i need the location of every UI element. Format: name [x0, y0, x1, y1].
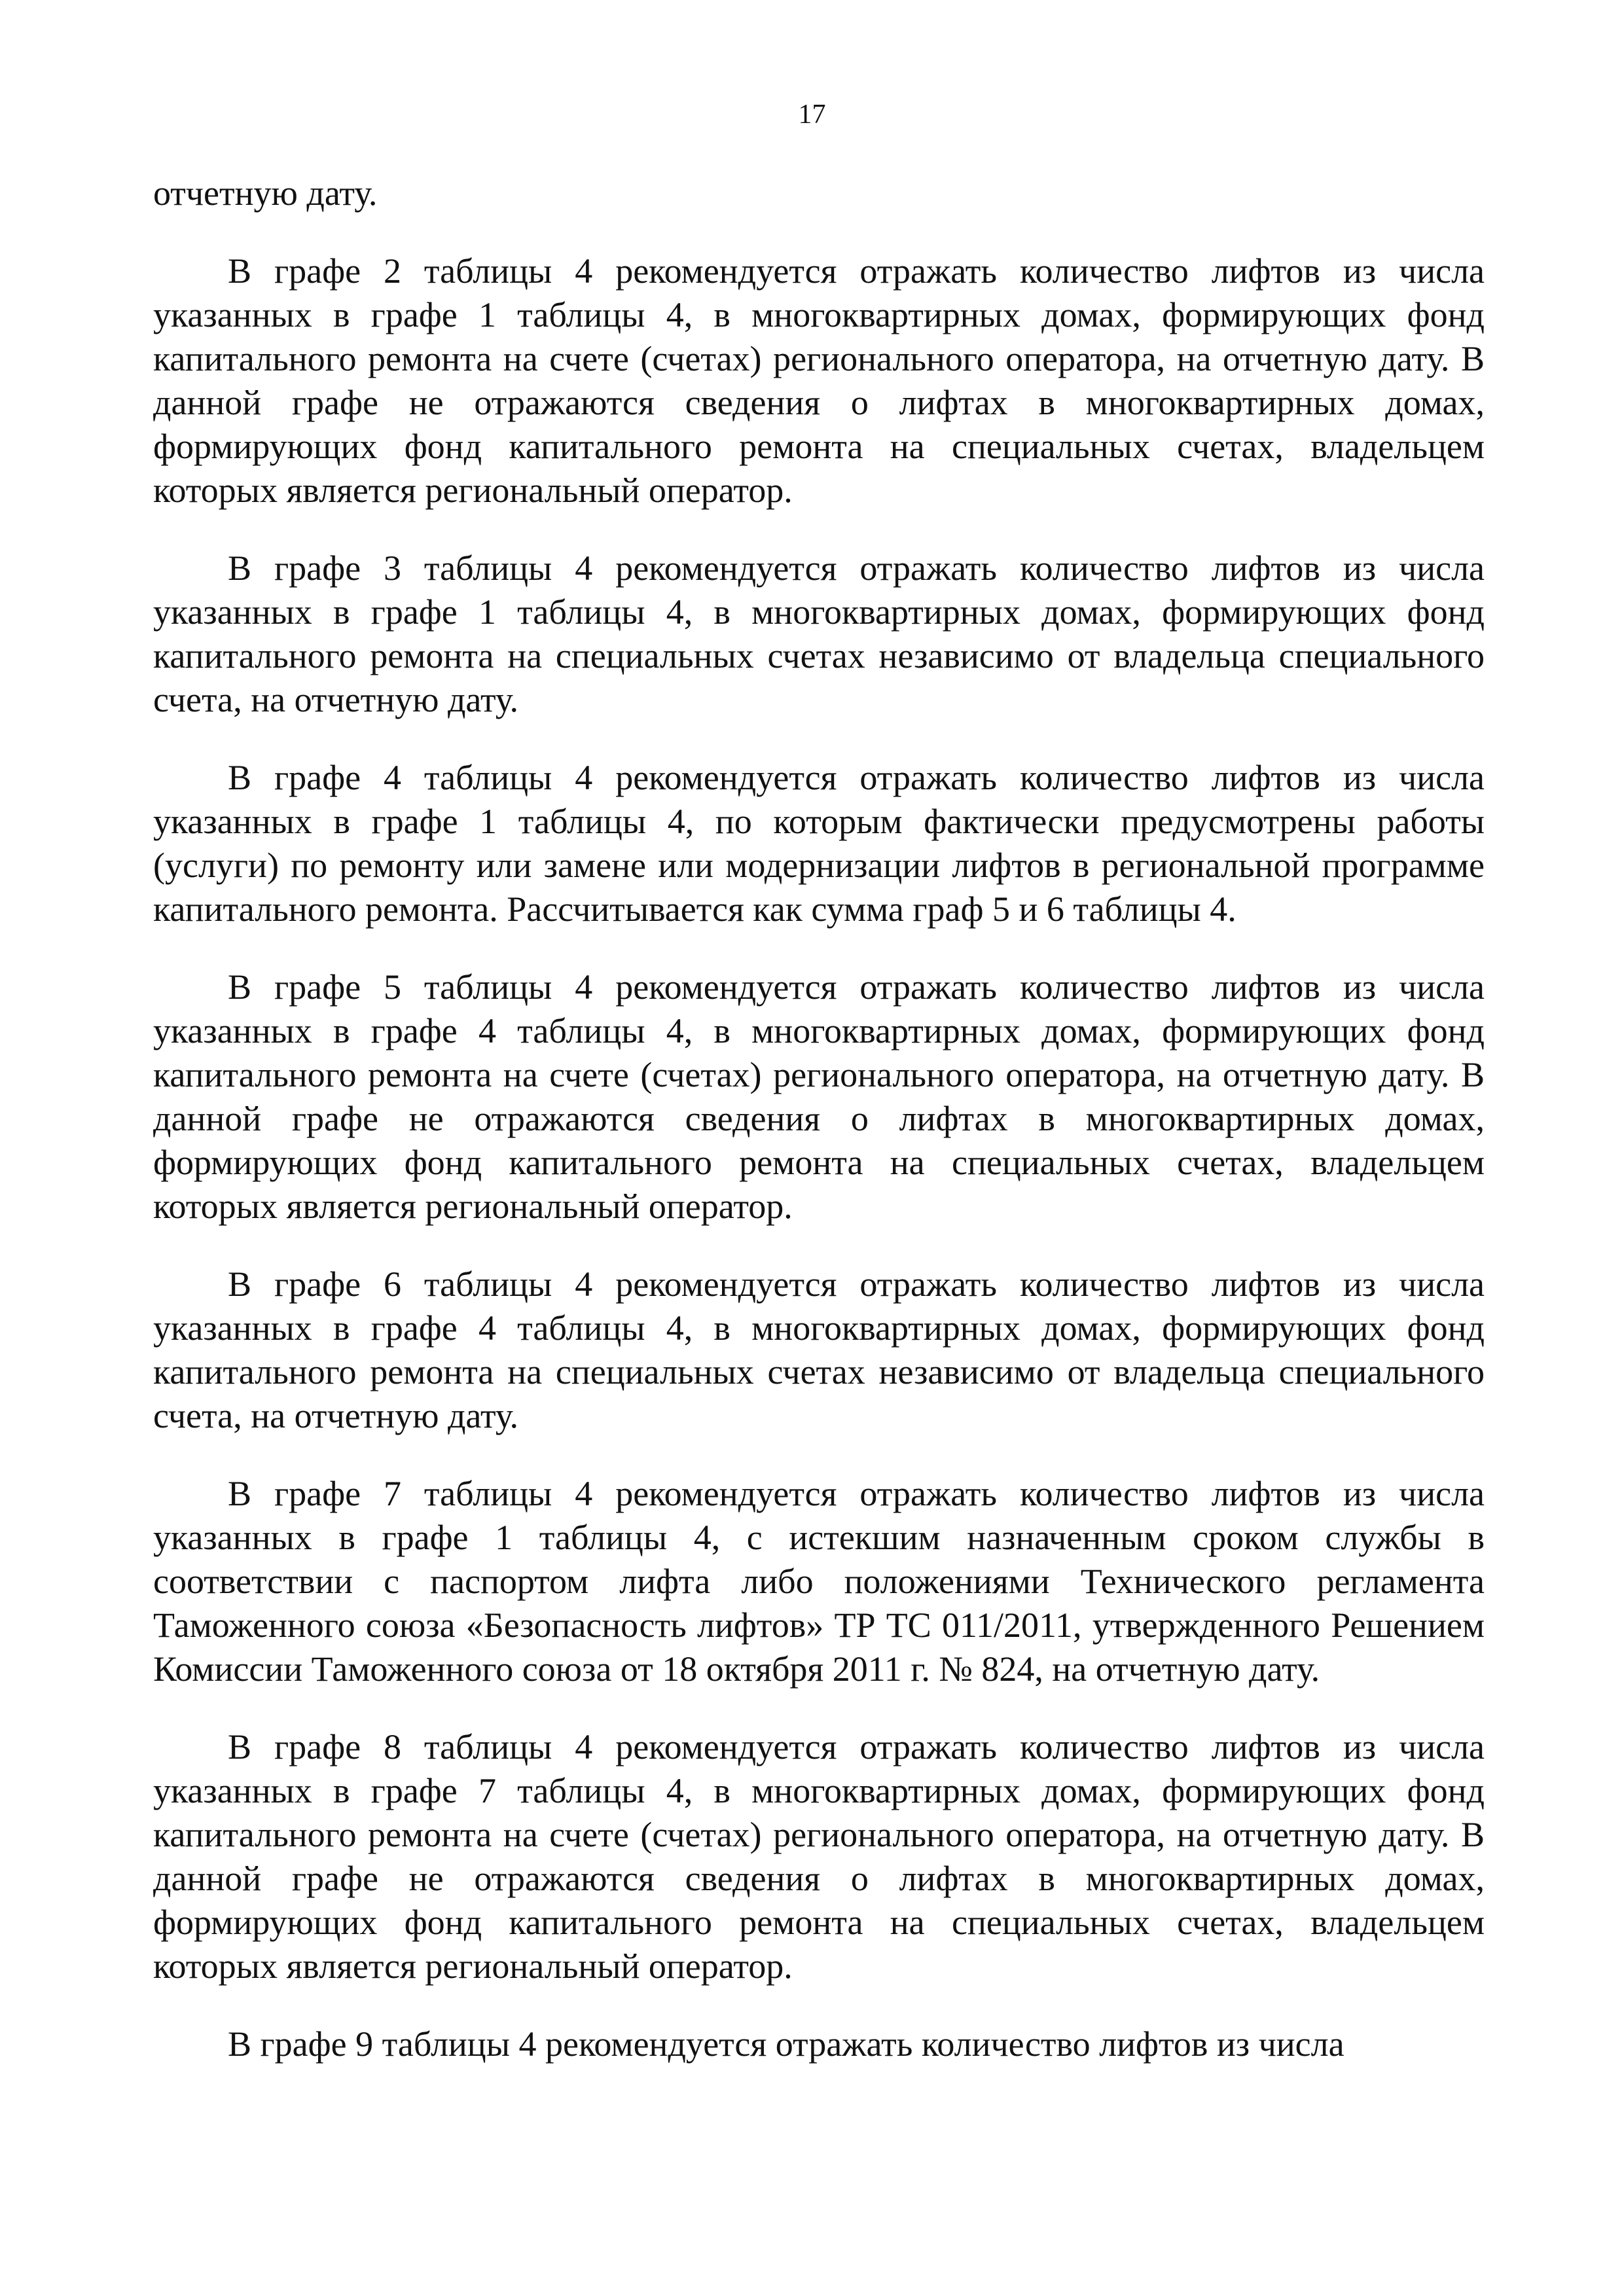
document-body: [153, 171, 1485, 2066]
paragraph-column-6: В графе 6 таблицы 4 рекомендуется отражать количество лифтов из числа указанных в графе 4 таблицы 4, в многоквартирных домах, формирующих фонд капитального ремонта на специальных счетах независимо от владельца специального счета, на отчетную дату.: [153, 1265, 1485, 1435]
paragraph-column-2: В графе 2 таблицы 4 рекомендуется отражать количество лифтов из числа указанных в графе 1 таблицы 4, в многоквартирных домах, формирующих фонд капитального ремонта на счете (счетах) регионального оператора, на отчетную дату. В данной графе не отражаются сведения о лифтах в многоквартирных домах, формирующих фонд капитального ремонта на специальных счетах, владельцем которых является региональный оператор.: [153, 251, 1485, 510]
paragraph-column-5: В графе 5 таблицы 4 рекомендуется отражать количество лифтов из числа указанных в графе 4 таблицы 4, в многоквартирных домах, формирующих фонд капитального ремонта на счете (счетах) регионального оператора, на отчетную дату. В данной графе не отражаются сведения о лифтах в многоквартирных домах, формирующих фонд капитального ремонта на специальных счетах, владельцем которых является региональный оператор.: [153, 967, 1485, 1226]
paragraph-column-8: В графе 8 таблицы 4 рекомендуется отражать количество лифтов из числа указанных в графе 7 таблицы 4, в многоквартирных домах, формирующих фонд капитального ремонта на счете (счетах) регионального оператора, на отчетную дату. В данной графе не отражаются сведения о лифтах в многоквартирных домах, формирующих фонд капитального ремонта на специальных счетах, владельцем которых является региональный оператор.: [153, 1727, 1485, 1986]
paragraph-column-9: В графе 9 таблицы 4 рекомендуется отражать количество лифтов из числа: [228, 2024, 1344, 2064]
paragraph-column-4: В графе 4 таблицы 4 рекомендуется отражать количество лифтов из числа указанных в графе 1 таблицы 4, по которым фактически предусмотрены работы (услуги) по ремонту или замене или модернизации лифтов в региональной программе капитального ремонта. Рассчитывается как сумма граф 5 и 6 таблицы 4.: [153, 758, 1485, 929]
paragraph-column-7: В графе 7 таблицы 4 рекомендуется отражать количество лифтов из числа указанных в графе 1 таблицы 4, с истекшим назначенным сроком службы в соответствии с паспортом лифта либо положениями Технического регламента Таможенного союза «Безопасность лифтов» ТР ТС 011/2011, утвержденного Решением Комиссии Таможенного союза от 18 октября 2011 г. № 824, на отчетную дату.: [153, 1474, 1485, 1689]
paragraph-column-3: В графе 3 таблицы 4 рекомендуется отражать количество лифтов из числа указанных в графе 1 таблицы 4, в многоквартирных домах, формирующих фонд капитального ремонта на специальных счетах независимо от владельца специального счета, на отчетную дату.: [153, 548, 1485, 719]
continued-text-line: отчетную дату.: [153, 173, 378, 213]
page-number: 17: [798, 99, 826, 130]
